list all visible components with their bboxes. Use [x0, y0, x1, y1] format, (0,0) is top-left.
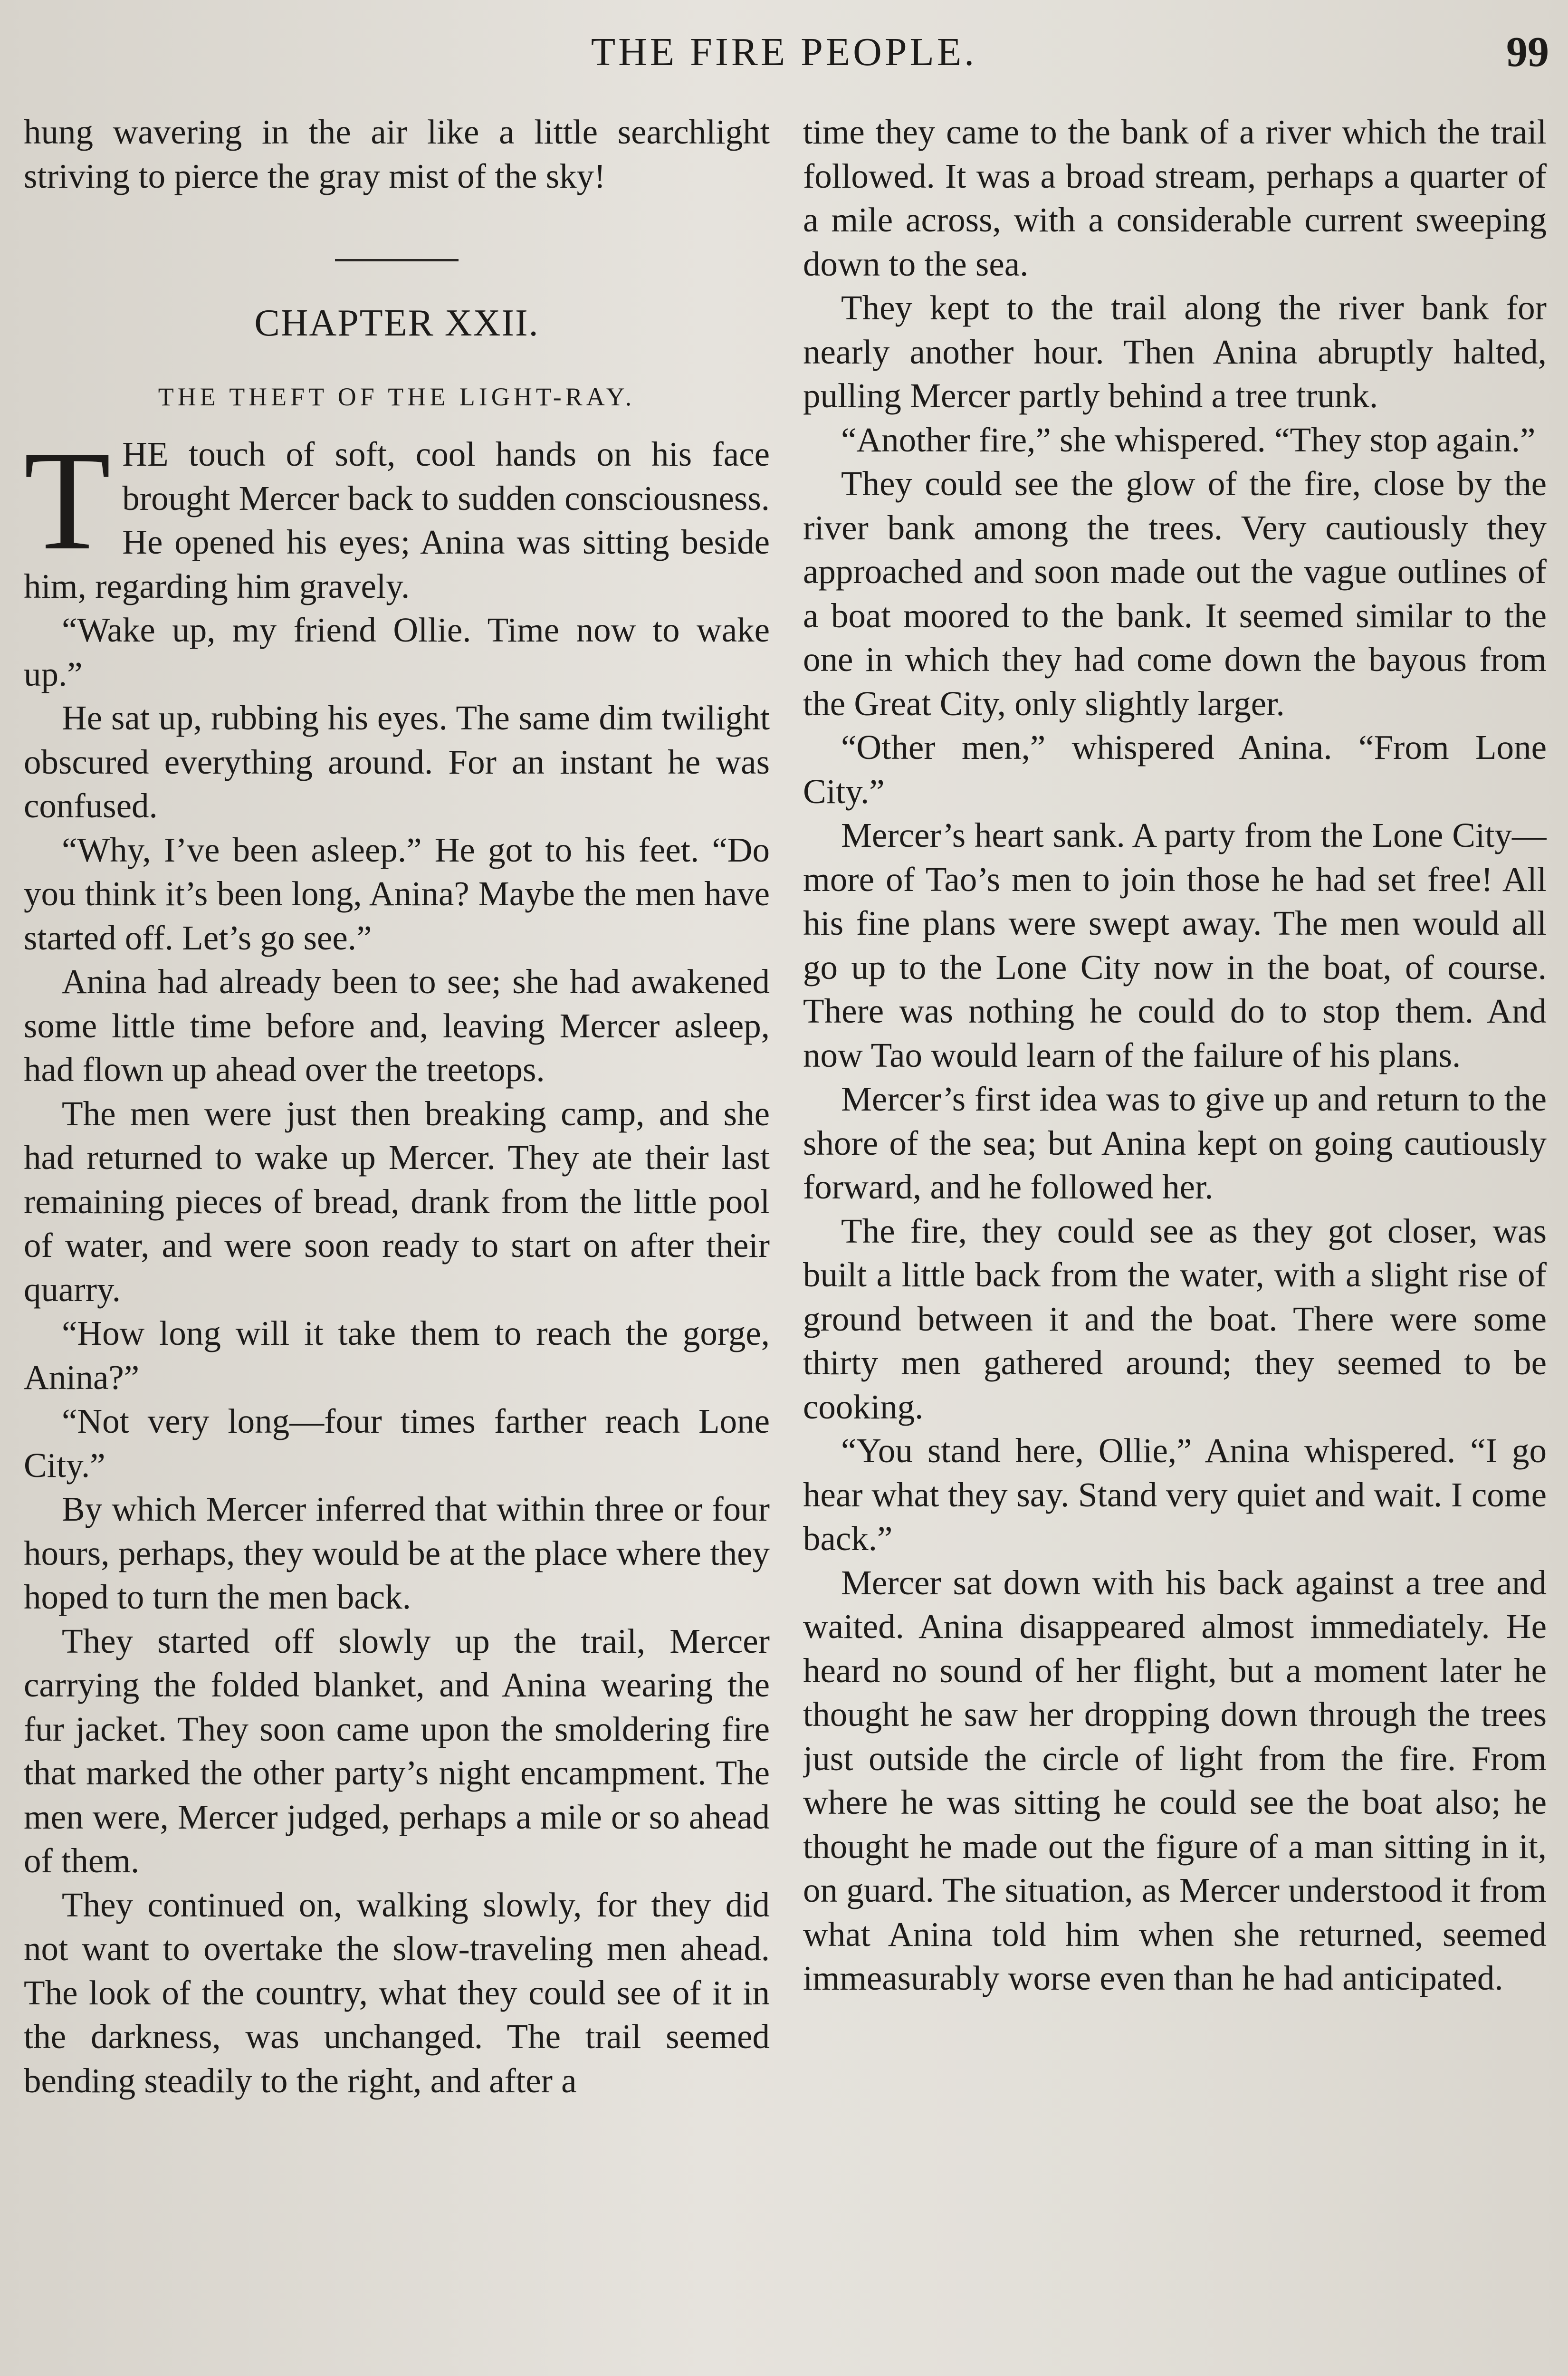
page-number: 99	[1506, 29, 1549, 76]
paragraph: They started off slowly up the trail, Mercer carrying the folded blanket, and Anina wearing the fur jacket. They soon came upon the smoldering fire that marked the other party’s night encampment. The men were, Mercer judged, perhaps a mile or so ahead of them.	[24, 1621, 770, 1880]
chapter-subtitle: THE THEFT OF THE LIGHT-RAY.	[158, 383, 636, 411]
paragraph: Anina had already been to see; she had awakened some little time before and, leaving Mercer asleep, had flown up ahead over the treetops.	[24, 962, 770, 1089]
paragraph: “Another fire,” she whispered. “They stop again.”	[841, 420, 1536, 459]
paragraph: “Why, I’ve been asleep.” He got to his feet. “Do you think it’s been long, Anina? Maybe the men have started off. Let’s go see.”	[24, 830, 770, 957]
paragraph: “You stand here, Ollie,” Anina whispered. “I go hear what they say. Stand very quiet and wait. I come back.”	[803, 1431, 1547, 1558]
continued-paragraph: time they came to the bank of a river which the trail followed. It was a broad stream, perhaps a quarter of a mile across, with a considerable current sweeping down to the sea.	[803, 113, 1547, 283]
drop-cap: T	[24, 422, 111, 579]
paragraph: He sat up, rubbing his eyes. The same dim twilight obscured everything around. For an instant he was confused.	[24, 699, 770, 825]
paragraph: “Not very long—four times farther reach Lone City.”	[24, 1402, 770, 1485]
left-column	[24, 110, 770, 2376]
paragraph: They kept to the trail along the river bank for nearly another hour. Then Anina abruptly halted, pulling Mercer partly behind a tree trunk.	[803, 288, 1547, 415]
chapter-title: CHAPTER XXII.	[254, 302, 539, 344]
page-header	[0, 26, 1568, 78]
section-divider	[335, 259, 459, 261]
paragraph: They could see the glow of the fire, close by the river bank among the trees. Very cautiously they approached and soon made out the vague outlines of a boat moored to the bank. It seemed similar to the one in which they had come down the bayous from the Great City, only slightly larger.	[803, 464, 1547, 723]
opening-paragraph	[24, 422, 770, 608]
paragraph: They continued on, walking slowly, for they did not want to overtake the slow-traveling men ahead. The look of the country, what they could see of it in the darkness, was unchanged. The trail seemed bending steadily to the right, and after a	[24, 1885, 770, 2100]
paragraph: By which Mercer inferred that within three or four hours, perhaps, they would be at the place where they hoped to turn the men back.	[24, 1490, 770, 1616]
running-title: THE FIRE PEOPLE.	[591, 30, 977, 74]
paragraph: Mercer sat down with his back against a tree and waited. Anina disappeared almost immediately. He heard no sound of her flight, but a moment later he thought he saw her dropping down through the trees just outside the circle of light from the fire. From where he was sitting he could see the boat also; he thought he made out the figure of a man sitting in it, on guard. The situation, as Mercer understood it from what Anina told him when she returned, seemed immeasurably worse even than he had anticipated.	[803, 1563, 1547, 1997]
paragraph: Mercer’s heart sank. A party from the Lone City—more of Tao’s men to join those he had set free! All his fine plans were swept away. The men would all go up to the Lone City now in the boat, of course. There was nothing he could do to stop them. And now Tao would learn of the failure of his plans.	[803, 816, 1547, 1074]
paragraph: The men were just then breaking camp, and she had returned to wake up Mercer. They ate their last remaining pieces of bread, drank from the little pool of water, and were soon ready to start on after their quarry.	[24, 1094, 770, 1309]
paragraph: “Wake up, my friend Ollie. Time now to wake up.”	[24, 611, 770, 693]
paragraph: “Other men,” whispered Anina. “From Lone City.”	[803, 728, 1547, 811]
right-column	[803, 110, 1547, 2376]
intro-paragraph: hung wavering in the air like a little searchlight striving to pierce the gray mist of the sky!	[24, 113, 770, 195]
paragraph: “How long will it take them to reach the gorge, Anina?”	[24, 1314, 770, 1397]
paragraph: The fire, they could see as they got closer, was built a little back from the water, with a slight rise of ground between it and the boat. There were some thirty men gathered around; they seemed to be cooking.	[803, 1211, 1547, 1426]
paragraph: Mercer’s first idea was to give up and return to the shore of the sea; but Anina kept on going cautiously forward, and he followed her.	[803, 1080, 1547, 1206]
opening-paragraph-text: HE touch of soft, cool hands on his face brought Mercer back to sudden consciousness. He opened his eyes; Anina was sitting beside him, regarding him gravely.	[24, 435, 770, 605]
